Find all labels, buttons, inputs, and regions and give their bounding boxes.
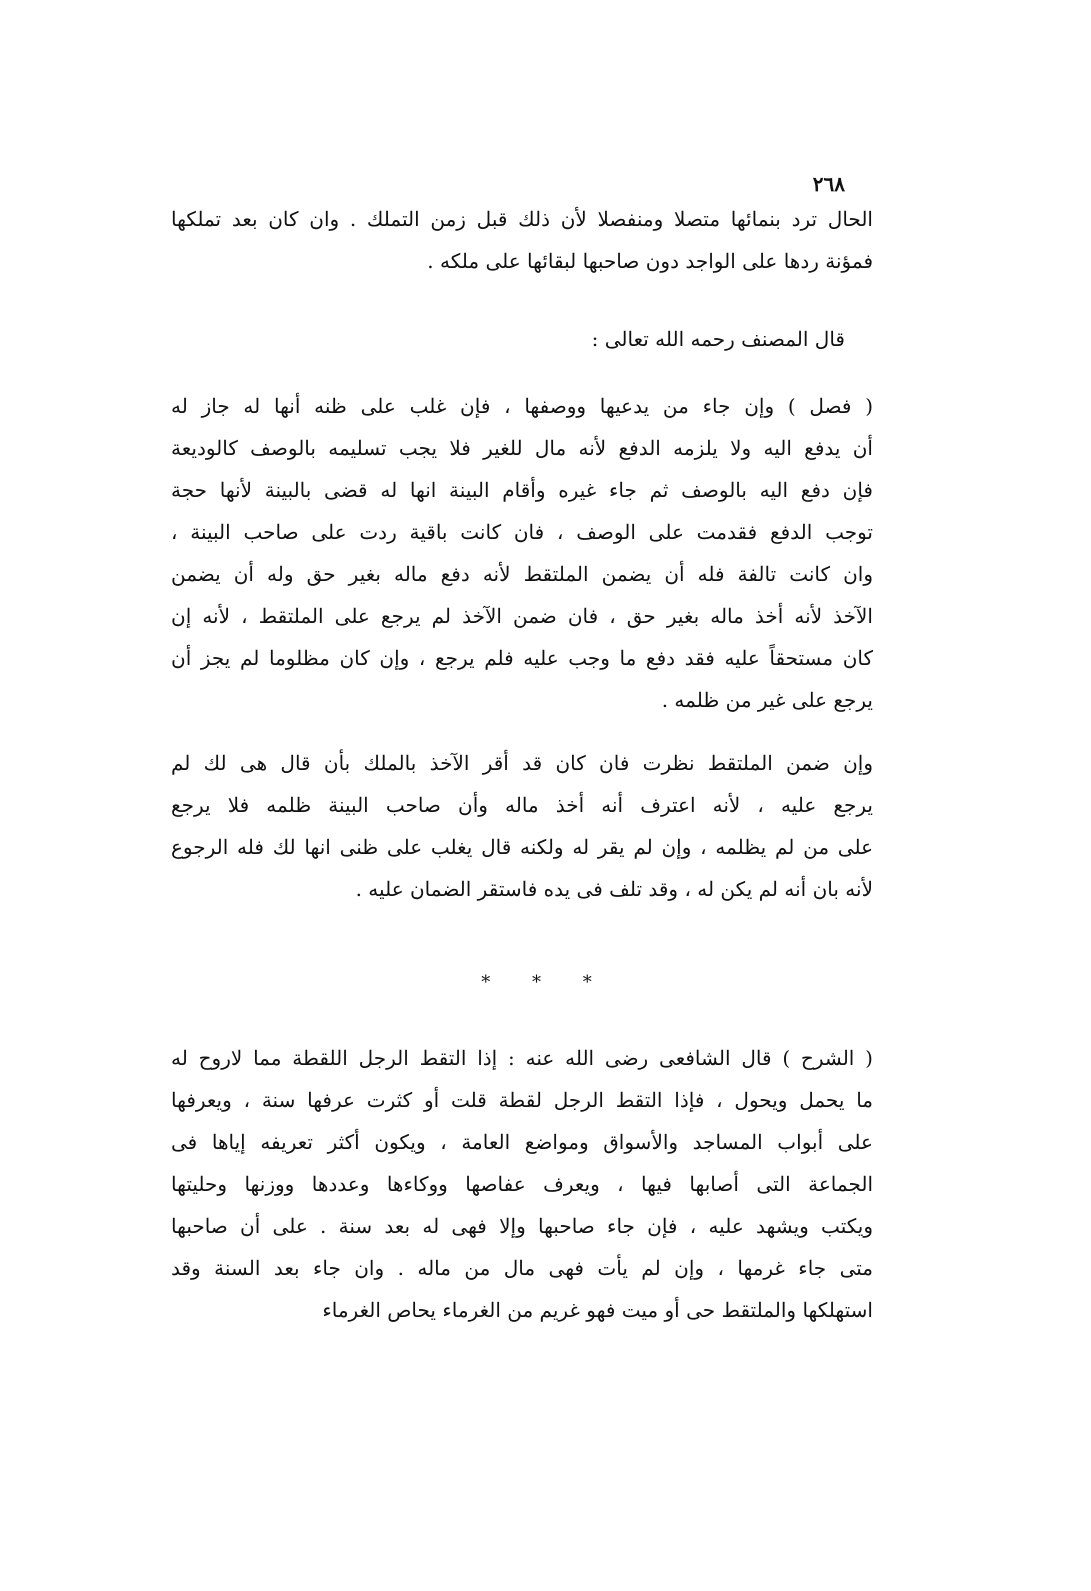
text-line: متى جاء غرمها ، وإن لم يأت فهى مال من ماله . وان جاء بعد السنة وقد	[171, 1256, 873, 1280]
paragraph-sharh	[171, 1037, 873, 1331]
text-line: وإن ضمن الملتقط نظرت فان كان قد أقر الآخذ بالملك بأن قال هى لك لم	[171, 751, 873, 775]
paragraph-continuation	[171, 198, 873, 282]
text-line: ما يحمل ويحول ، فإذا التقط الرجل لقطة قلت أو كثرت عرفها سنة ، ويعرفها	[171, 1088, 873, 1112]
text-line: يرجع عليه ، لأنه اعترف أنه أخذ ماله وأن صاحب البينة ظلمه فلا يرجع	[171, 793, 873, 817]
text-line: لأنه بان أنه لم يكن له ، وقد تلف فى يده فاستقر الضمان عليه .	[355, 877, 873, 901]
text-line: استهلكها والملتقط حى أو ميت فهو غريم من الغرماء يحاص الغرماء	[322, 1298, 873, 1322]
section-heading: قال المصنف رحمه الله تعالى :	[591, 327, 845, 351]
paragraph-fasl	[171, 385, 873, 721]
text-line: ( الشرح ) قال الشافعى رضى الله عنه : إذا التقط الرجل اللقطة مما لاروح له	[171, 1046, 873, 1070]
text-line: توجب الدفع فقدمت على الوصف ، فان كانت باقية ردت على صاحب البينة ،	[171, 520, 873, 544]
text-line: أن يدفع اليه ولا يلزمه الدفع لأنه مال للغير فلا يجب تسليمه بالوصف كالوديعة	[171, 436, 873, 460]
text-line: ويكتب ويشهد عليه ، فإن جاء صاحبها وإلا فهى له بعد سنة . على أن صاحبها	[171, 1214, 873, 1238]
text-line: الحال ترد بنمائها متصلا ومنفصلا لأن ذلك قبل زمن التملك . وان كان بعد تملكها	[171, 207, 873, 231]
section-separator: * * *	[481, 972, 610, 993]
page-number: ٢٦٨	[812, 172, 845, 196]
text-line: على أبواب المساجد والأسواق ومواضع العامة ، ويكون أكثر تعريفه إياها فى	[171, 1130, 873, 1154]
paragraph-multaqit	[171, 742, 873, 910]
text-line: فمؤنة ردها على الواجد دون صاحبها لبقائها على ملكه .	[427, 249, 873, 273]
text-line: ( فصل ) وإن جاء من يدعيها ووصفها ، فإن غلب على ظنه أنها له جاز له	[171, 394, 873, 418]
text-line: الآخذ لأنه أخذ ماله بغير حق ، فان ضمن الآخذ لم يرجع على الملتقط ، لأنه إن	[171, 604, 873, 628]
text-line: وان كانت تالفة فله أن يضمن الملتقط لأنه دفع ماله بغير حق وله أن يضمن	[171, 562, 873, 586]
text-line: الجماعة التى أصابها فيها ، ويعرف عفاصها ووكاءها وعددها ووزنها وحليتها	[171, 1172, 873, 1196]
text-line: على من لم يظلمه ، وإن لم يقر له ولكنه قال يغلب على ظنى انها لك فله الرجوع	[171, 835, 873, 859]
text-line: يرجع على غير من ظلمه .	[661, 688, 873, 712]
text-line: كان مستحقاً عليه فقد دفع ما وجب عليه فلم يرجع ، وإن كان مظلوما لم يجز أن	[171, 646, 873, 670]
text-line: فإن دفع اليه بالوصف ثم جاء غيره وأقام البينة انها له قضى بالبينة لأنها حجة	[171, 478, 873, 502]
